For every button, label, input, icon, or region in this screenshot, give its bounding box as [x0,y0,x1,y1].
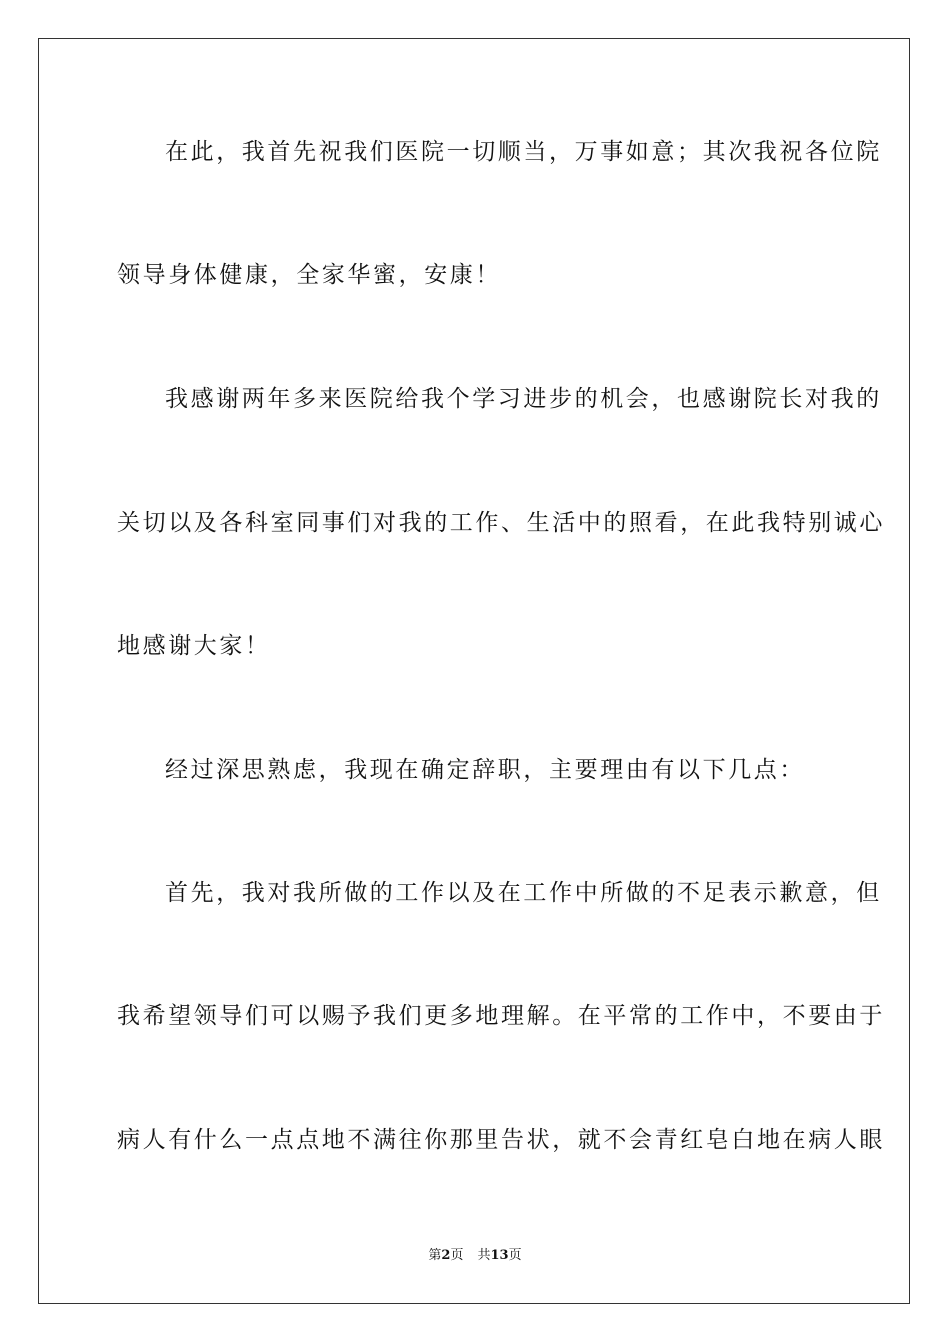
footer-total-suffix: 页 [508,1248,522,1263]
paragraph-line-6: 经过深思熟虑，我现在确定辞职，主要理由有以下几点： [165,757,805,783]
paragraph-line-7: 首先，我对我所做的工作以及在工作中所做的不足表示歉意，但 [165,880,882,906]
paragraph-line-3: 我感谢两年多来医院给我个学习进步的机会，也感谢院长对我的 [165,386,882,412]
paragraph-line-9: 病人有什么一点点地不满往你那里告状，就不会青红皂白地在病人眼 [117,1127,885,1153]
paragraph-line-5: 地感谢大家！ [117,633,271,659]
page-frame [38,38,910,1304]
footer-page-number: 2 [441,1248,451,1263]
paragraph-line-8: 我希望领导们可以赐予我们更多地理解。在平常的工作中，不要由于 [117,1003,885,1029]
footer-page-prefix: 第 [428,1248,442,1263]
page-footer [0,1247,950,1265]
paragraph-line-4: 关切以及各科室同事们对我的工作、生活中的照看，在此我特别诚心 [117,510,885,536]
paragraph-line-1: 在此，我首先祝我们医院一切顺当，万事如意；其次我祝各位院 [165,139,882,165]
footer-total-prefix: 共 [477,1248,491,1263]
paragraph-line-2: 领导身体健康，全家华蜜，安康！ [117,262,501,288]
footer-page-suffix: 页 [450,1248,464,1263]
footer-total-number: 13 [490,1248,509,1263]
